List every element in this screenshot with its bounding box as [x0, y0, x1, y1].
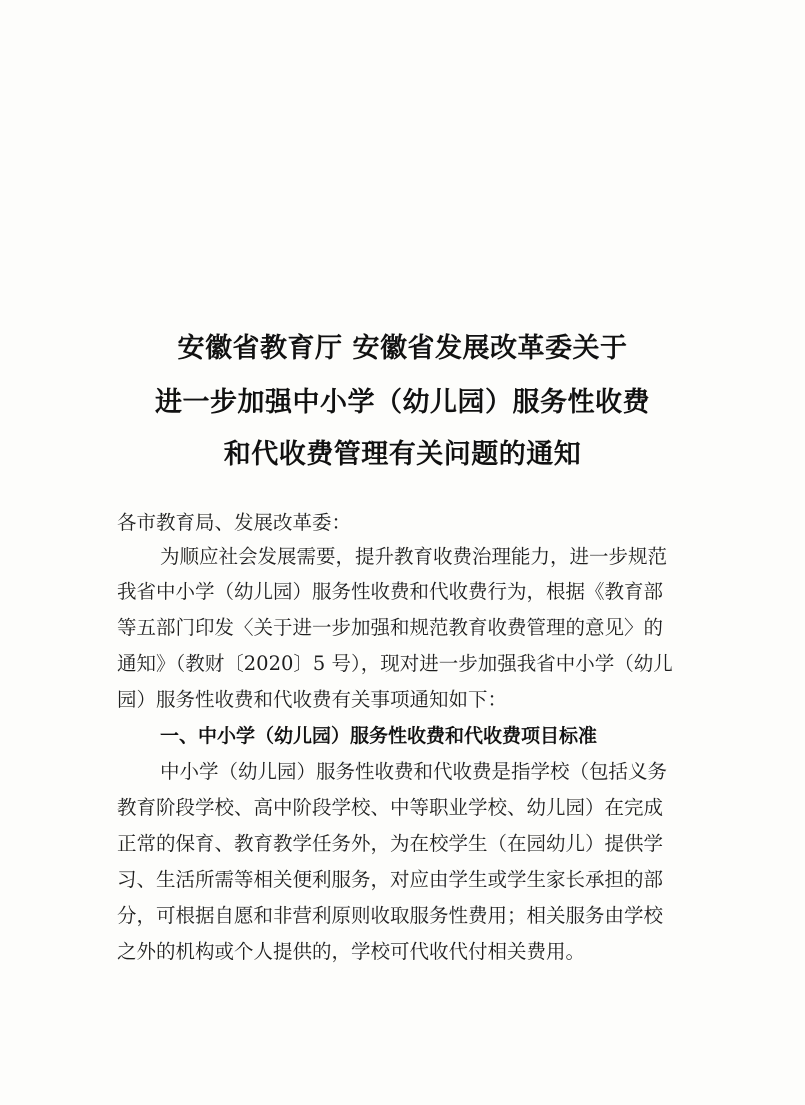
paragraph-2-line: 正常的保育、教育教学任务外，为在校学生（在园幼儿）提供学 [117, 832, 664, 855]
paragraph-1-line: 园）服务性收费和代收费有关事项通知如下： [117, 688, 508, 711]
paragraph-1-line: 等五部门印发〈关于进一步加强和规范教育收费管理的意见〉的 [117, 616, 664, 639]
paragraph-2-line: 习、生活所需等相关便利服务，对应由学生或学生家长承担的部 [117, 868, 664, 891]
document-title-line-3: 和代收费管理有关问题的通知 [223, 439, 582, 470]
paragraph-2-line: 分，可根据自愿和非营利原则收取服务性费用；相关服务由学校 [117, 904, 664, 927]
paragraph-1-line: 我省中小学（幼儿园）服务性收费和代收费行为，根据《教育部 [117, 580, 664, 603]
paragraph-2-line: 之外的机构或个人提供的，学校可代收代付相关费用。 [117, 940, 586, 963]
paragraph-1-line: 为顺应社会发展需要，提升教育收费治理能力，进一步规范 [160, 545, 668, 568]
section-1-heading: 一、中小学（幼儿园）服务性收费和代收费项目标准 [160, 725, 598, 747]
paragraph-1-line: 通知》（教财〔2020〕5 号），现对进一步加强我省中小学（幼儿 [117, 652, 673, 675]
document-title-line-2: 进一步加强中小学（幼儿园）服务性收费 [155, 387, 650, 418]
paragraph-2-line: 教育阶段学校、高中阶段学校、中等职业学校、幼儿园）在完成 [117, 796, 664, 819]
paragraph-2-line: 中小学（幼儿园）服务性收费和代收费是指学校（包括义务 [160, 760, 668, 783]
document-title-line-1: 安徽省教育厅 安徽省发展改革委关于 [177, 333, 628, 364]
addressee: 各市教育局、发展改革委： [117, 511, 352, 534]
